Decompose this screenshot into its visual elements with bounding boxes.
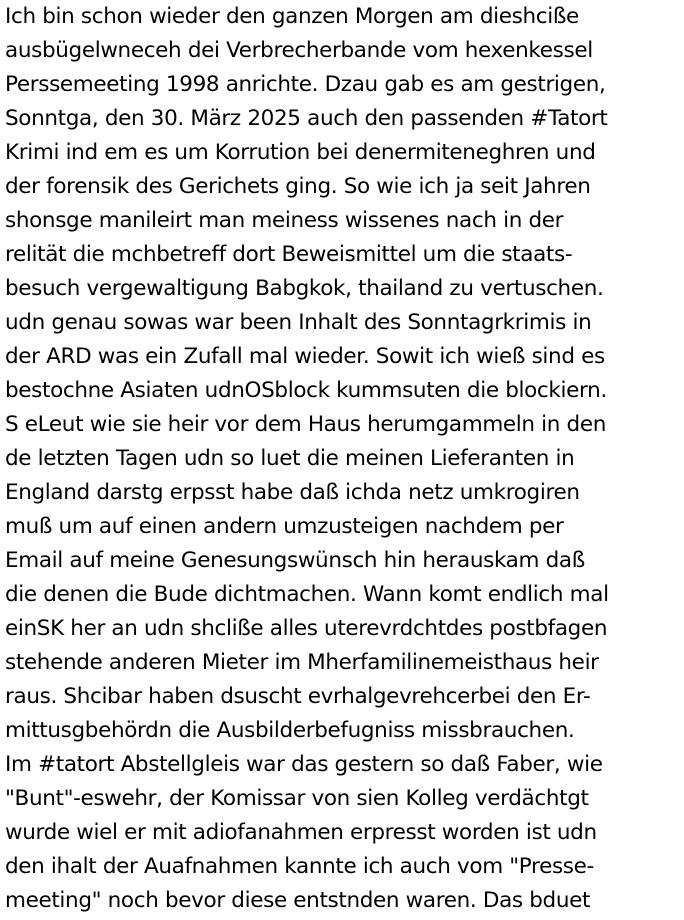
text-line: der ARD was ein Zufall mal wieder. Sowit ich wieß sind es (5, 344, 605, 369)
text-line: wurde wiel er mit adiofanahmen erpresst worden ist udn (5, 820, 597, 845)
text-line: de letzten Tagen udn so luet die meinen Lieferanten in (5, 446, 575, 471)
text-line: Email auf meine Genesungswünsch hin herauskam daß (5, 548, 585, 573)
text-line: S eLeut wie sie heir vor dem Haus herumgammeln in den (5, 412, 607, 437)
text-line: besuch vergewaltigung Babgkok, thailand zu vertuschen. (5, 276, 604, 301)
text-line: England darstg erpsst habe daß ichda netz umkrogiren (5, 480, 580, 505)
text-line: ausbügelwneceh dei Verbrecherbande vom hexenkessel (5, 38, 593, 63)
text-line: shonsge manileirt man meiness wissenes nach in der (5, 208, 564, 233)
text-line: raus. Shcibar haben dsuscht evrhalgevrehcerbei den Er- (5, 684, 591, 709)
text-line: einSK her an udn shcliße alles uterevrdchtdes postbfagen (5, 616, 608, 641)
text-line: den ihalt der Auafnahmen kannte ich auch vom "Presse- (5, 854, 594, 879)
text-line: Ich bin schon wieder den ganzen Morgen am dieshcißе (5, 4, 579, 29)
text-line: Sonntga, den 30. März 2025 auch den passenden #Tatort (5, 106, 608, 131)
text-line: der forensik des Gerichets ging. So wie ich ja seit Jahren (5, 174, 591, 199)
text-line: udn genau sowas war been Inhalt des Sonntagrkrimis in (5, 310, 592, 335)
text-line: Krimi ind em es um Korrution bei denermiteneghren und (5, 140, 596, 165)
text-line: die denen die Bude dichtmachen. Wann komt endlich mal (5, 582, 609, 607)
text-line: "Bunt"-eswehr, der Komissar von sien Kolleg verdächtgt (5, 786, 589, 811)
text-line: mittusgbehördn die Ausbilderbefugniss missbrauchen. (5, 718, 575, 743)
body-text (5, 0, 684, 918)
text-line: stehende anderen Mieter im Mherfamilinemeisthaus heir (5, 650, 599, 675)
text-line: relität die mchbetreff dort Beweismittel um die staats- (5, 242, 573, 267)
text-line: Perssemeeting 1998 anrichte. Dzau gab es am gestrigen, (5, 72, 606, 97)
text-line: meeting" noch bevor diese entstnden waren. Das bduet (5, 888, 591, 913)
text-line: Im #tatort Abstellgleis war das gestern so daß Faber, wie (5, 752, 603, 777)
text-line: bestochne Asiaten udnOSblock kummsuten die blockiern. (5, 378, 607, 403)
text-line: muß um auf einen andern umzusteigen nachdem per (5, 514, 564, 539)
